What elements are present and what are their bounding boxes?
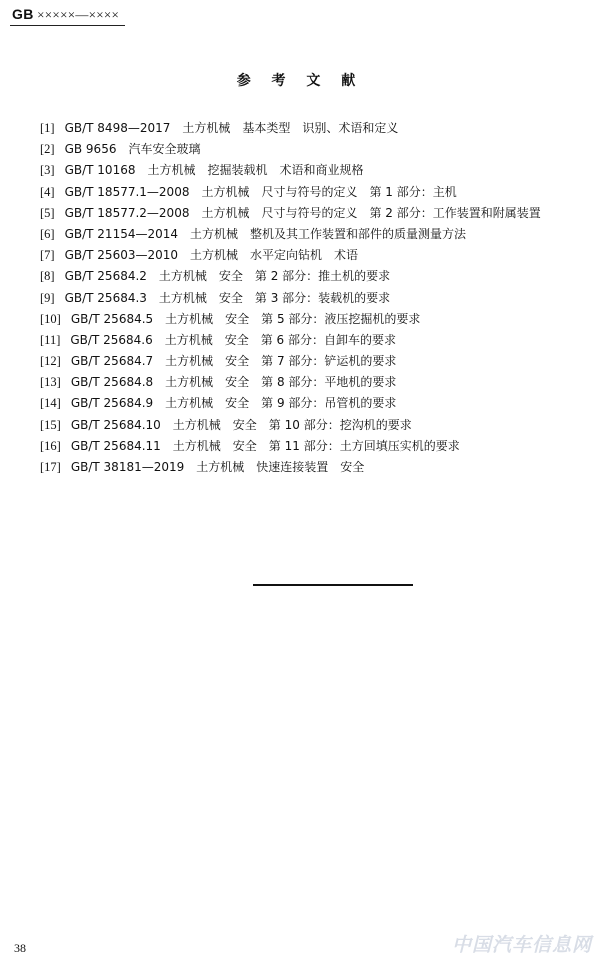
reference-number: [5] [40,205,55,220]
reference-number: [8] [40,269,55,284]
reference-text: GB/T 8498—2017 土方机械 基本类型 识别、术语和定义 [64,121,399,135]
reference-item [40,392,541,413]
reference-number: [11] [40,332,61,347]
reference-item [40,138,541,159]
reference-number: [7] [40,248,55,263]
reference-item [40,223,541,244]
reference-item [40,329,541,350]
reference-text: GB/T 25684.6 土方机械 安全 第 6 部分：自卸车的要求 [70,332,396,347]
reference-text: GB/T 25684.10 土方机械 安全 第 10 部分：挖沟机的要求 [70,417,412,432]
standard-prefix: GB [12,6,34,22]
page-number: 38 [14,941,26,955]
reference-item [40,371,541,392]
reference-item [40,159,541,180]
reference-item [40,308,541,329]
reference-item [40,117,541,138]
reference-number: [15] [40,417,61,432]
standard-code: ×××××—×××× [37,7,120,22]
reference-text: GB/T 10168 土方机械 挖掘装载机 术语和商业规格 [64,163,364,178]
header-rule [10,25,125,26]
reference-item [40,435,541,456]
section-title: 参 考 文 献 [236,73,364,89]
reference-text: GB/T 25684.5 土方机械 安全 第 5 部分：液压挖掘机的要求 [70,311,421,326]
reference-text: GB/T 38181—2019 土方机械 快速连接装置 安全 [70,460,365,474]
site-watermark: 中国汽车信息网 [451,934,592,956]
reference-text: GB/T 18577.1—2008 土方机械 尺寸与符号的定义 第 1 部分：主机 [64,184,457,199]
reference-number: [6] [40,226,55,241]
reference-number: [1] [40,121,55,135]
reference-text: GB/T 25684.9 土方机械 安全 第 9 部分：吊管机的要求 [70,396,397,411]
reference-text: GB/T 25603—2010 土方机械 水平定向钻机 术语 [64,248,359,263]
reference-list [40,117,541,477]
document-header [12,6,119,23]
reference-item [40,244,541,265]
reference-item [40,265,541,286]
reference-item [40,287,541,308]
reference-number: [12] [40,354,61,369]
reference-text: GB/T 25684.11 土方机械 安全 第 11 部分：土方回填压实机的要求 [70,438,460,453]
reference-item [40,456,541,477]
reference-number: [13] [40,375,61,390]
reference-text: GB/T 25684.2 土方机械 安全 第 2 部分：推土机的要求 [64,269,391,284]
reference-text: GB/T 25684.3 土方机械 安全 第 3 部分：装载机的要求 [64,290,391,305]
reference-number: [9] [40,290,55,305]
reference-text: GB/T 21154—2014 土方机械 整机及其工作装置和部件的质量测量方法 [64,226,467,241]
reference-item [40,350,541,371]
reference-number: [3] [40,163,55,178]
reference-text: GB/T 25684.7 土方机械 安全 第 7 部分：铲运机的要求 [70,354,397,369]
reference-item [40,181,541,202]
reference-number: [14] [40,396,61,411]
end-of-document-rule [253,584,413,586]
reference-item [40,414,541,435]
reference-number: [17] [40,460,61,474]
reference-number: [4] [40,184,55,199]
reference-item [40,202,541,223]
reference-text: GB/T 18577.2—2008 土方机械 尺寸与符号的定义 第 2 部分：工作装置和附属装置 [64,205,541,220]
reference-number: [16] [40,438,61,453]
reference-text: GB/T 25684.8 土方机械 安全 第 8 部分：平地机的要求 [70,375,397,390]
reference-number: [2] [40,142,55,157]
reference-number: [10] [40,311,61,326]
reference-text: GB 9656 汽车安全玻璃 [64,142,201,157]
